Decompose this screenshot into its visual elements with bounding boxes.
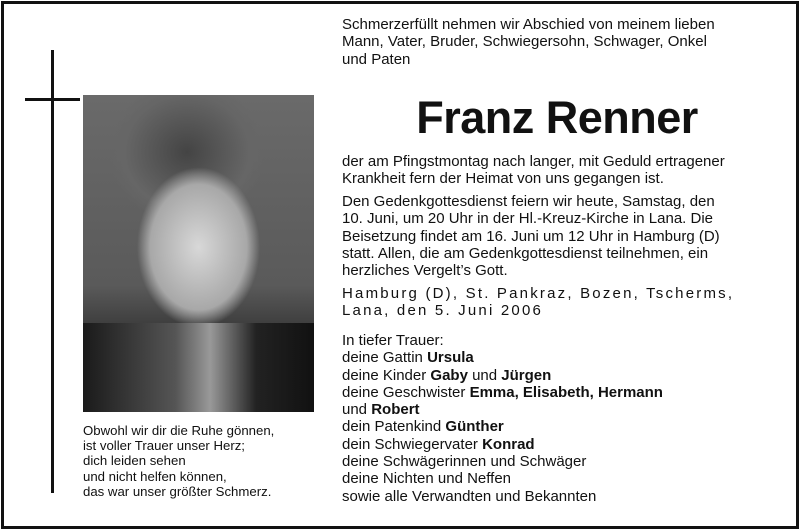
text-line: Krankheit fern der Heimat von uns gegangen ist. — [342, 170, 664, 188]
text-line: Hamburg (D), St. Pankraz, Bozen, Tscherms, — [342, 285, 735, 302]
text-line: 10. Juni, um 20 Uhr in der Hl.-Kreuz-Kirche in Lana. Die — [342, 210, 714, 228]
text-line: der am Pfingstmontag nach langer, mit Geduld ertragener — [342, 153, 725, 170]
place-date-text: Lana, den 5. Juni 2006 — [342, 302, 544, 320]
text-line: statt. Allen, die am Gedenkgottesdienst teilnehmen, ein — [342, 244, 709, 262]
mourner-line: deine Schwägerinnen und Schwäger — [342, 453, 587, 471]
poem-line: das war unser größter Schmerz. — [83, 483, 272, 499]
relation: und — [467, 366, 502, 384]
intro-text — [342, 16, 715, 68]
mourner-name: Jürgen — [501, 366, 552, 384]
cross-icon — [51, 50, 54, 493]
relation: dein Patenkind — [342, 418, 446, 436]
mourner-name: Ursula — [427, 349, 474, 367]
portrait-photo — [83, 95, 314, 412]
relation: deine Geschwister — [342, 383, 470, 401]
mourner-line — [342, 436, 663, 453]
place-date — [342, 285, 734, 320]
text-line: Beisetzung findet am 16. Juni um 12 Uhr in Hamburg (D) — [342, 227, 720, 245]
mourners-heading: In tiefer Trauer: — [342, 332, 444, 349]
poem-line: dich leiden sehen — [83, 453, 186, 469]
poem-line: ist voller Trauer unser Herz; — [83, 438, 245, 454]
relation: dein Schwiegervater — [342, 435, 483, 453]
deceased-name: Franz Renner — [416, 92, 698, 143]
relation: deine Kinder — [342, 366, 431, 384]
relation: und — [342, 401, 372, 419]
poem-line: Obwohl wir dir die Ruhe gönnen, — [83, 423, 275, 438]
text-line: Mann, Vater, Bruder, Schwiegersohn, Schwager, Onkel — [342, 33, 707, 51]
text-line: und Paten — [342, 50, 411, 68]
cross-icon-bar — [25, 98, 80, 101]
mourner-name: Gaby — [430, 366, 468, 384]
text-line: Den Gedenkgottesdienst feiern wir heute, Samstag, den — [342, 193, 715, 210]
service-text — [342, 193, 720, 279]
text-line: herzliches Vergelt’s Gott. — [342, 262, 508, 280]
relation: deine Gattin — [342, 349, 428, 367]
text-line — [342, 302, 734, 319]
mourner-line — [342, 384, 663, 401]
mourner-name: Günther — [445, 418, 504, 436]
mourner-line: deine Nichten und Neffen — [342, 470, 512, 488]
mourner-line — [342, 367, 663, 384]
poem — [83, 423, 274, 499]
mourner-name: Konrad — [482, 435, 535, 453]
mourner-line — [342, 418, 663, 435]
mourner-line — [342, 349, 663, 366]
poem-line: und nicht helfen können, — [83, 468, 227, 484]
mourners-list — [342, 332, 663, 505]
passing-text — [342, 153, 725, 188]
mourner-name: Emma, Elisabeth, Hermann — [469, 383, 663, 401]
mourner-line — [342, 401, 663, 418]
mourner-name: Robert — [371, 401, 420, 419]
mourner-line: sowie alle Verwandten und Bekannten — [342, 487, 597, 505]
text-line: Schmerzerfüllt nehmen wir Abschied von meinem lieben — [342, 16, 715, 33]
